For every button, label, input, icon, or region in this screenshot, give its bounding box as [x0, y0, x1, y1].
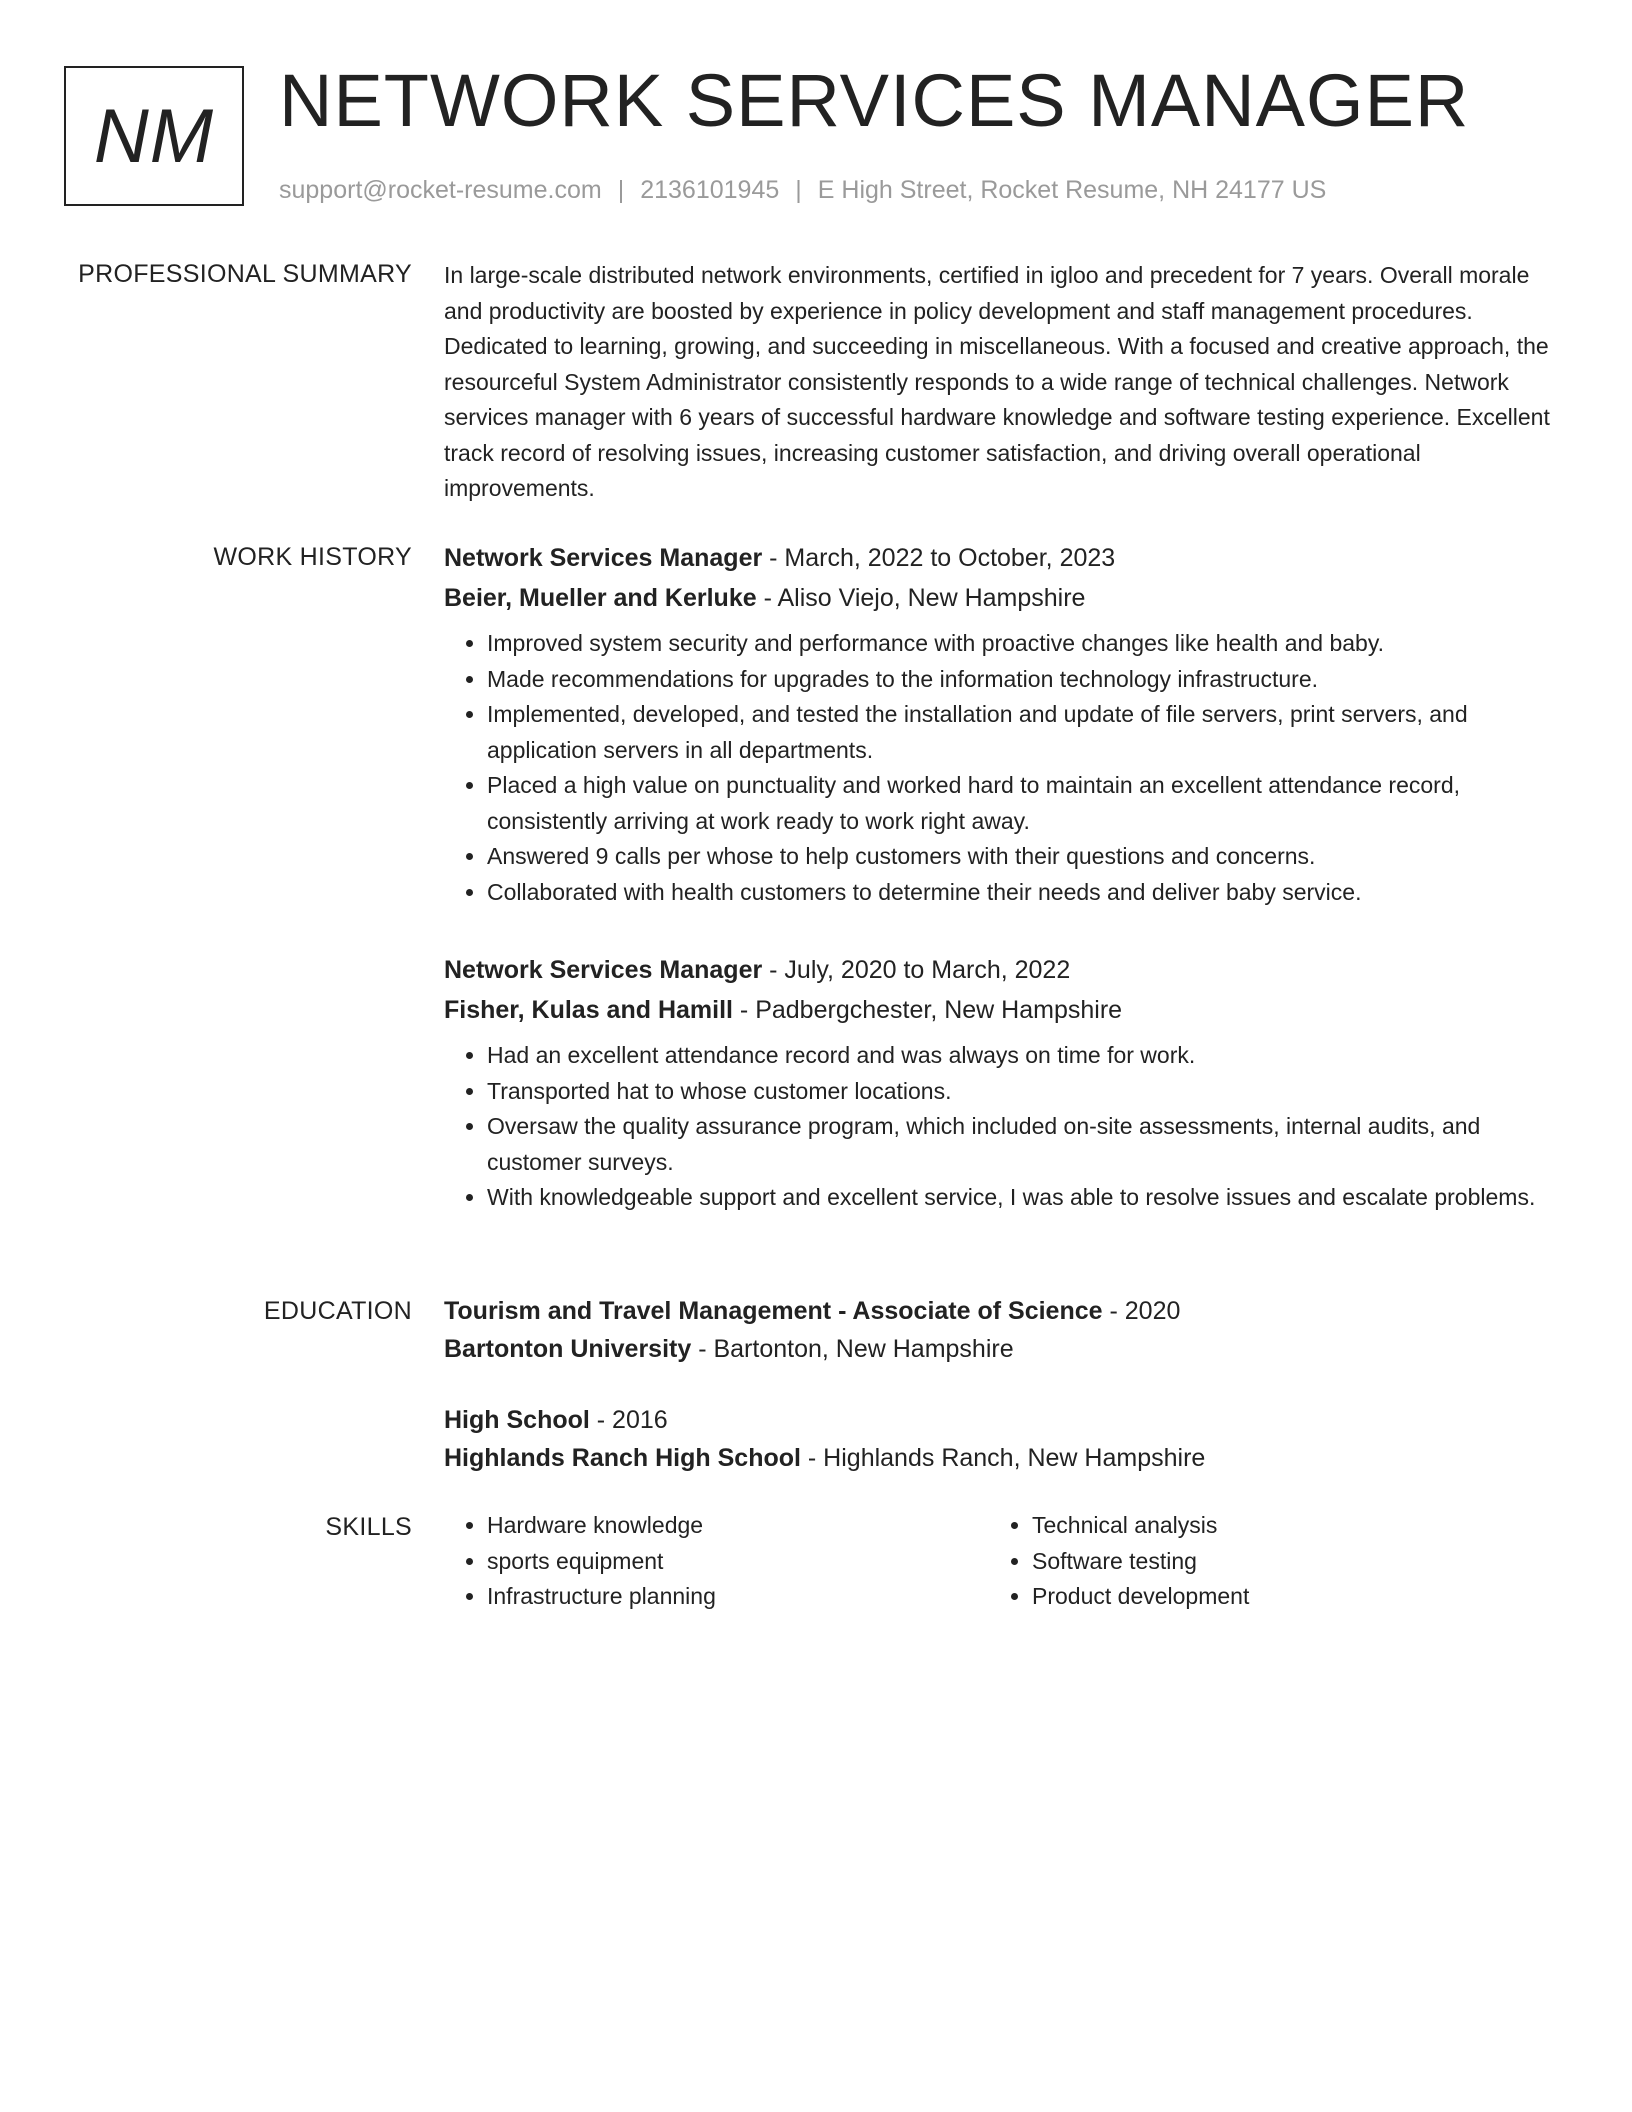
education-entry-1 — [444, 1292, 1554, 1368]
skills-section — [444, 1508, 1554, 1615]
work-history-job-1 — [444, 538, 1554, 910]
degree: High School — [444, 1406, 590, 1434]
job-dates: - July, 2020 to March, 2022 — [762, 956, 1071, 984]
list-item: • Made recommendations for upgrades to the information technology infrastructure. — [487, 662, 1554, 698]
school: Bartonton University — [444, 1335, 692, 1363]
job-company: Fisher, Kulas and Hamill — [444, 996, 733, 1024]
job-title: Network Services Manager — [444, 956, 763, 984]
list-item: • Transported hat to whose customer locations. — [487, 1074, 1554, 1110]
list-item: • Hardware knowledge — [487, 1508, 989, 1544]
skills-list-right — [989, 1508, 1534, 1615]
list-item: • Placed a high value on punctuality and worked hard to maintain an excellent attendance record, consistently arriving at work ready to work right away. — [487, 768, 1554, 839]
list-item: • Product development — [1032, 1579, 1534, 1615]
list-item: • Answered 9 calls per whose to help customers with their questions and concerns. — [487, 839, 1554, 875]
list-item: • Collaborated with health customers to determine their needs and deliver baby service. — [487, 875, 1554, 911]
school-location: - Bartonton, New Hampshire — [691, 1335, 1014, 1363]
initials-text: NM — [93, 93, 215, 179]
job-dates: - March, 2022 to October, 2023 — [762, 544, 1116, 572]
education-entry-2 — [444, 1401, 1554, 1477]
contact-address: E High Street, Rocket Resume, NH 24177 US — [817, 176, 1327, 204]
resume-title: NETWORK SERVICES MANAGER — [279, 59, 1470, 142]
job-bullets — [444, 1038, 1554, 1216]
contact-email: support@rocket-resume.com — [279, 176, 602, 204]
skills-list-left — [444, 1508, 989, 1615]
list-item: • Infrastructure planning — [487, 1579, 989, 1615]
list-item: • sports equipment — [487, 1544, 989, 1580]
job-location: - Aliso Viejo, New Hampshire — [756, 584, 1086, 612]
school-line — [444, 1330, 1554, 1368]
job-title-line — [444, 538, 1554, 578]
list-item: • With knowledgeable support and excellent service, I was able to resolve issues and escalate problems. — [487, 1180, 1554, 1216]
list-item: • Software testing — [1032, 1544, 1534, 1580]
section-label-summary: PROFESSIONAL SUMMARY — [78, 260, 412, 288]
job-bullets — [444, 626, 1554, 910]
degree: Tourism and Travel Management - Associate of Science — [444, 1297, 1103, 1325]
list-item: • Technical analysis — [1032, 1508, 1534, 1544]
job-company-line — [444, 990, 1554, 1030]
section-label-education: EDUCATION — [263, 1297, 412, 1325]
summary-text: In large-scale distributed network environments, certified in igloo and precedent for 7 years. Overall morale and productivity are boosted by experience in policy development and staff management procedures. Dedicated to learning, growing, and succeeding in miscellaneous. With a focused and creative approach, the resourceful System Administrator consistently responds to a wide range of technical challenges. Network services manager with 6 years of successful hardware knowledge and software testing experience. Excellent track record of resolving issues, increasing customer satisfaction, and driving overall operational improvements. — [444, 262, 1550, 501]
job-title-line — [444, 950, 1554, 990]
section-label-skills: SKILLS — [325, 1513, 412, 1541]
list-item: • Implemented, developed, and tested the installation and update of file servers, print servers, and application servers in all departments. — [487, 697, 1554, 768]
list-item: • Oversaw the quality assurance program, which included on-site assessments, internal audits, and customer surveys. — [487, 1109, 1554, 1180]
degree-line — [444, 1292, 1554, 1330]
skills-grid — [444, 1508, 1554, 1615]
contact-separator: | — [795, 176, 802, 204]
contact-phone: 2136101945 — [640, 176, 780, 204]
school: Highlands Ranch High School — [444, 1444, 801, 1472]
degree-year: - 2020 — [1102, 1297, 1181, 1325]
summary-section — [444, 258, 1554, 507]
initials-monogram — [64, 66, 244, 206]
contact-separator: | — [617, 176, 625, 204]
list-item: • Improved system security and performance with proactive changes like health and baby. — [487, 626, 1554, 662]
job-company-line — [444, 578, 1554, 618]
contact-line — [279, 175, 1326, 205]
section-label-work-history: WORK HISTORY — [213, 543, 412, 571]
job-company: Beier, Mueller and Kerluke — [444, 584, 757, 612]
degree-line — [444, 1401, 1554, 1439]
school-location: - Highlands Ranch, New Hampshire — [800, 1444, 1206, 1472]
job-location: - Padbergchester, New Hampshire — [732, 996, 1123, 1024]
work-history-job-2 — [444, 950, 1554, 1216]
job-title: Network Services Manager — [444, 544, 763, 572]
degree-year: - 2016 — [589, 1406, 668, 1434]
school-line — [444, 1439, 1554, 1477]
list-item: • Had an excellent attendance record and was always on time for work. — [487, 1038, 1554, 1074]
